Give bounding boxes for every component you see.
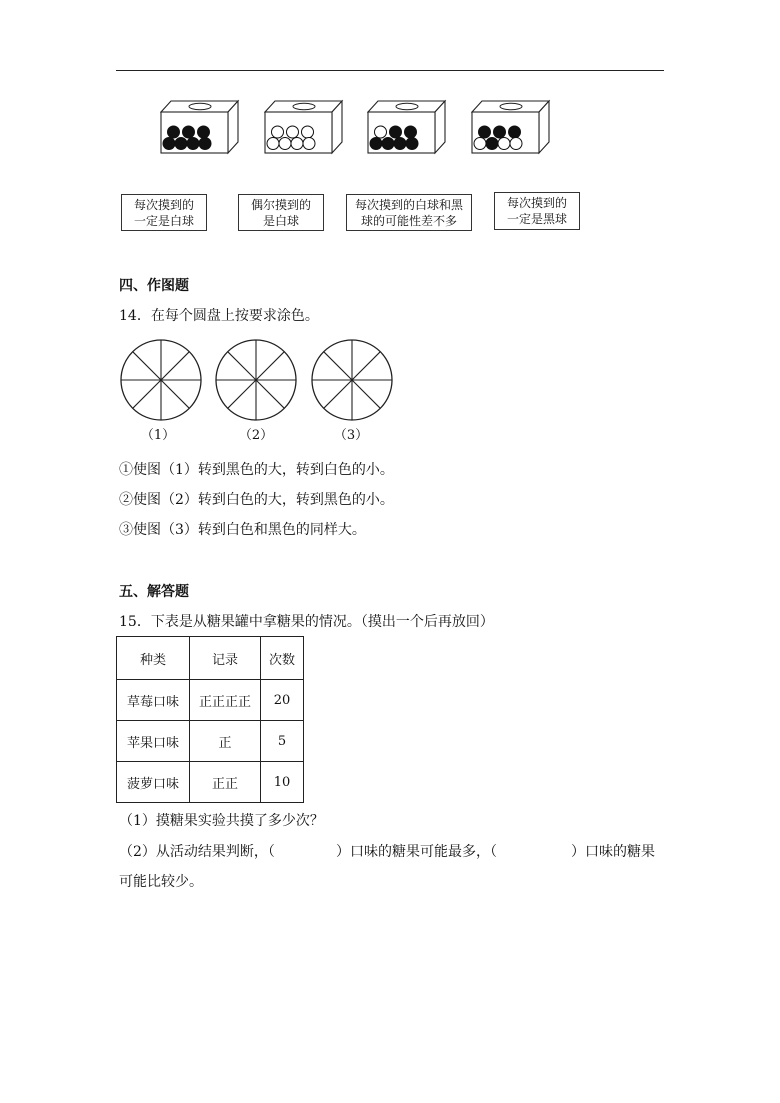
black-ball (175, 138, 187, 150)
sub-question-2-part-b: ）口味的糖果可能最多，（ (336, 844, 497, 860)
table-header-cell: 次数 (261, 637, 304, 680)
ball-box-2 (264, 99, 344, 155)
table-cell: 菠萝口味 (117, 762, 190, 803)
black-ball (382, 138, 394, 150)
label-box-4: 每次摸到的 一定是黑球 (494, 192, 580, 230)
black-ball (168, 126, 180, 138)
white-ball (272, 126, 284, 138)
spinner-disk-1 (119, 338, 203, 422)
white-ball (267, 138, 279, 150)
black-ball (406, 138, 418, 150)
table-header-cell: 记录 (190, 637, 261, 680)
question-14: 14．在每个圆盘上按要求涂色。 (119, 308, 319, 324)
label-box-2: 偶尔摸到的 是白球 (238, 194, 324, 231)
table-cell: 正正 (190, 762, 261, 803)
table-header-cell: 种类 (117, 637, 190, 680)
instruction-3: ③使图（3）转到白色和黑色的同样大。 (119, 522, 366, 538)
black-ball (479, 126, 491, 138)
table-cell: 正 (190, 721, 261, 762)
section5-heading: 五、解答题 (119, 584, 189, 600)
black-ball (187, 138, 199, 150)
table-cell: 20 (261, 680, 304, 721)
header-rule (116, 70, 664, 71)
table-cell: 正正正正 (190, 680, 261, 721)
white-ball (302, 126, 314, 138)
white-ball (375, 126, 387, 138)
table-cell: 苹果口味 (117, 721, 190, 762)
spinner-disk-2 (214, 338, 298, 422)
ball-box-3 (367, 99, 447, 155)
sub-question-2-line-2: 可能比较少。 (119, 874, 203, 890)
white-ball (510, 138, 522, 150)
sub-question-1: （1）摸糖果实验共摸了多少次？ (119, 813, 324, 829)
table-row (117, 762, 304, 803)
black-ball (390, 126, 402, 138)
label-box-1: 每次摸到的 一定是白球 (121, 194, 207, 231)
disk-caption-1: （1） (140, 428, 176, 443)
table-cell: 草莓口味 (117, 680, 190, 721)
section4-heading: 四、作图题 (119, 278, 189, 294)
white-ball (498, 138, 510, 150)
ball-box-4 (471, 99, 551, 155)
table-row (117, 721, 304, 762)
white-ball (303, 138, 315, 150)
label-box-3: 每次摸到的白球和黑 球的可能性差不多 (346, 194, 472, 231)
black-ball (494, 126, 506, 138)
question-15: 15．下表是从糖果罐中拿糖果的情况。（摸出一个后再放回） (119, 614, 494, 630)
white-ball (291, 138, 303, 150)
disk-caption-2: （2） (238, 428, 274, 443)
table-cell: 10 (261, 762, 304, 803)
disk-caption-3: （3） (333, 428, 369, 443)
white-ball (279, 138, 291, 150)
black-ball (509, 126, 521, 138)
table-cell: 5 (261, 721, 304, 762)
white-ball (287, 126, 299, 138)
sub-question-2-part-a: （2）从活动结果判断，（ (119, 844, 275, 860)
instruction-2: ②使图（2）转到白色的大，转到黑色的小。 (119, 492, 394, 508)
black-ball (199, 138, 211, 150)
ball-box-1 (160, 99, 240, 155)
white-ball (474, 138, 486, 150)
black-ball (370, 138, 382, 150)
black-ball (486, 138, 498, 150)
table-row (117, 680, 304, 721)
instruction-1: ①使图（1）转到黑色的大，转到白色的小。 (119, 462, 394, 478)
sub-question-2-part-c: ）口味的糖果 (571, 844, 655, 860)
black-ball (183, 126, 195, 138)
table-header-row (117, 637, 304, 680)
black-ball (163, 138, 175, 150)
candy-table (116, 636, 304, 803)
spinner-disk-3 (310, 338, 394, 422)
black-ball (405, 126, 417, 138)
black-ball (394, 138, 406, 150)
black-ball (198, 126, 210, 138)
